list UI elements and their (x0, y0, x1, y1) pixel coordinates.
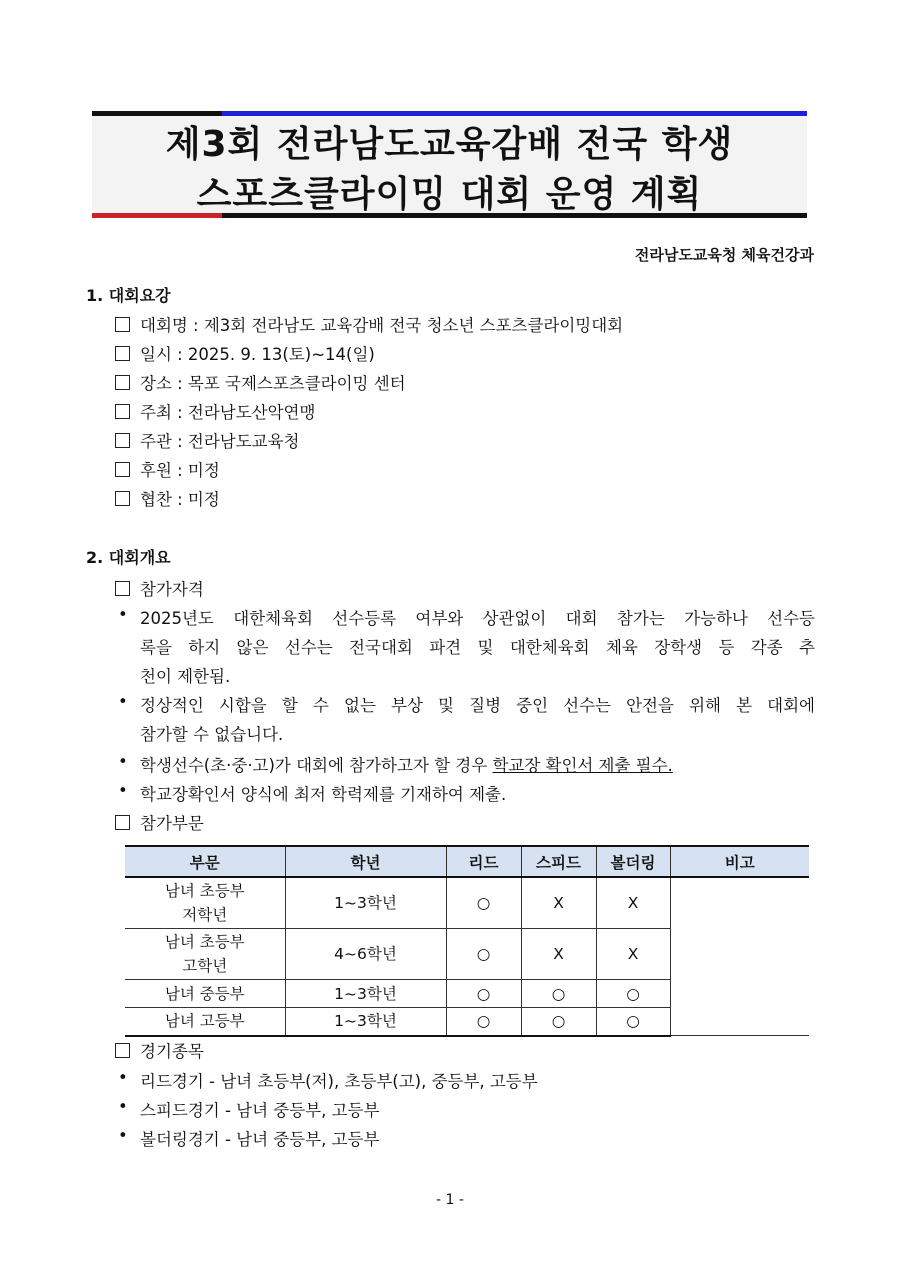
list-item: 대회명 : 제3회 전라남도 교육감배 전국 청소년 스포츠클라이밍대회 (115, 312, 623, 336)
table-cell: ○ (446, 980, 521, 1008)
checkbox-square-icon (115, 404, 130, 419)
page-number: - 1 - (436, 1192, 464, 1208)
events-label: 경기종목 (115, 1038, 204, 1062)
bullet-icon: • (118, 1097, 128, 1116)
table-cell: 남녀 고등부 (125, 1008, 285, 1036)
table-cell-note (670, 877, 809, 1036)
table-header-row (125, 846, 809, 877)
table-cell: ○ (596, 980, 670, 1008)
table-cell: 1~3학년 (285, 1008, 446, 1036)
table-cell: ○ (521, 980, 596, 1008)
list-item: 일시 : 2025. 9. 13(토)~14(일) (115, 341, 375, 365)
table-cell: ○ (596, 1008, 670, 1036)
list-item: 협찬 : 미정 (115, 486, 220, 510)
list-item: 주관 : 전라남도교육청 (115, 428, 300, 452)
table-cell: ○ (446, 877, 521, 929)
eligibility-text: 참가할 수 없습니다. (140, 725, 284, 744)
underlined-requirement: 학교장 확인서 제출 필수. (492, 756, 673, 775)
eligibility-text: 학생선수(초·중·고)가 대회에 참가하고자 할 경우 학교장 확인서 제출 필수. (140, 756, 673, 775)
checkbox-square-icon (115, 317, 130, 332)
document-title-line2: 스포츠클라이밍 대회 운영 계획 (196, 174, 703, 215)
table-cell: X (521, 877, 596, 929)
list-item: 주최 : 전라남도산악연맹 (115, 399, 315, 423)
bullet-icon: • (118, 781, 128, 800)
eligibility-text: 2025년도 대한체육회 선수등록 여부와 상관없이 대회 참가는 가능하나 선수등 (140, 609, 815, 628)
division-label: 참가부문 (115, 810, 204, 834)
event-item: 리드경기 - 남녀 초등부(저), 초등부(고), 중등부, 고등부 (140, 1072, 538, 1091)
table-header: 부문 (125, 846, 285, 877)
eligibility-text: 천이 제한됨. (140, 667, 231, 686)
list-item: 장소 : 목포 국제스포츠클라이밍 센터 (115, 370, 406, 394)
division-table (125, 845, 809, 1037)
table-header: 볼더링 (596, 846, 670, 877)
table-header: 스피드 (521, 846, 596, 877)
bullet-icon: • (118, 692, 128, 711)
bullet-icon: • (118, 1126, 128, 1145)
bullet-icon: • (118, 605, 128, 624)
checkbox-square-icon (115, 346, 130, 361)
eligibility-text: 록을 하지 않은 선수는 전국대회 파견 및 대한체육회 체육 장학생 등 각종 추 (140, 638, 815, 657)
section2-heading: 2. 대회개요 (86, 548, 171, 567)
table-header: 리드 (446, 846, 521, 877)
table-header: 학년 (285, 846, 446, 877)
table-row (125, 877, 809, 929)
checkbox-square-icon (115, 581, 130, 596)
table-cell: X (596, 877, 670, 929)
eligibility-text: 학교장확인서 양식에 최저 학력제를 기재하여 제출. (140, 785, 507, 804)
table-cell: ○ (446, 1008, 521, 1036)
event-item: 스피드경기 - 남녀 중등부, 고등부 (140, 1101, 380, 1120)
bullet-icon: • (118, 1068, 128, 1087)
event-item: 볼더링경기 - 남녀 중등부, 고등부 (140, 1130, 380, 1149)
department-name: 전라남도교육청 체육건강과 (634, 246, 814, 264)
checkbox-square-icon (115, 491, 130, 506)
checkbox-square-icon (115, 433, 130, 448)
table-cell: 남녀 초등부 저학년 (125, 877, 285, 929)
table-cell: X (521, 929, 596, 980)
section1-heading: 1. 대회요강 (86, 286, 171, 305)
eligibility-label: 참가자격 (115, 576, 204, 600)
table-cell: ○ (521, 1008, 596, 1036)
table-header: 비고 (670, 846, 809, 877)
table-cell: 1~3학년 (285, 877, 446, 929)
checkbox-square-icon (115, 462, 130, 477)
table-cell: ○ (446, 929, 521, 980)
table-cell: 1~3학년 (285, 980, 446, 1008)
checkbox-square-icon (115, 375, 130, 390)
table-cell: 남녀 중등부 (125, 980, 285, 1008)
checkbox-square-icon (115, 815, 130, 830)
list-item: 후원 : 미정 (115, 457, 220, 481)
bullet-icon: • (118, 752, 128, 771)
eligibility-text: 정상적인 시합을 할 수 없는 부상 및 질병 중인 선수는 안전을 위해 본 대회에 (140, 696, 815, 715)
table-cell: X (596, 929, 670, 980)
document-title-line1: 제3회 전라남도교육감배 전국 학생 (165, 124, 734, 165)
table-cell: 남녀 초등부 고학년 (125, 929, 285, 980)
table-cell: 4~6학년 (285, 929, 446, 980)
checkbox-square-icon (115, 1043, 130, 1058)
